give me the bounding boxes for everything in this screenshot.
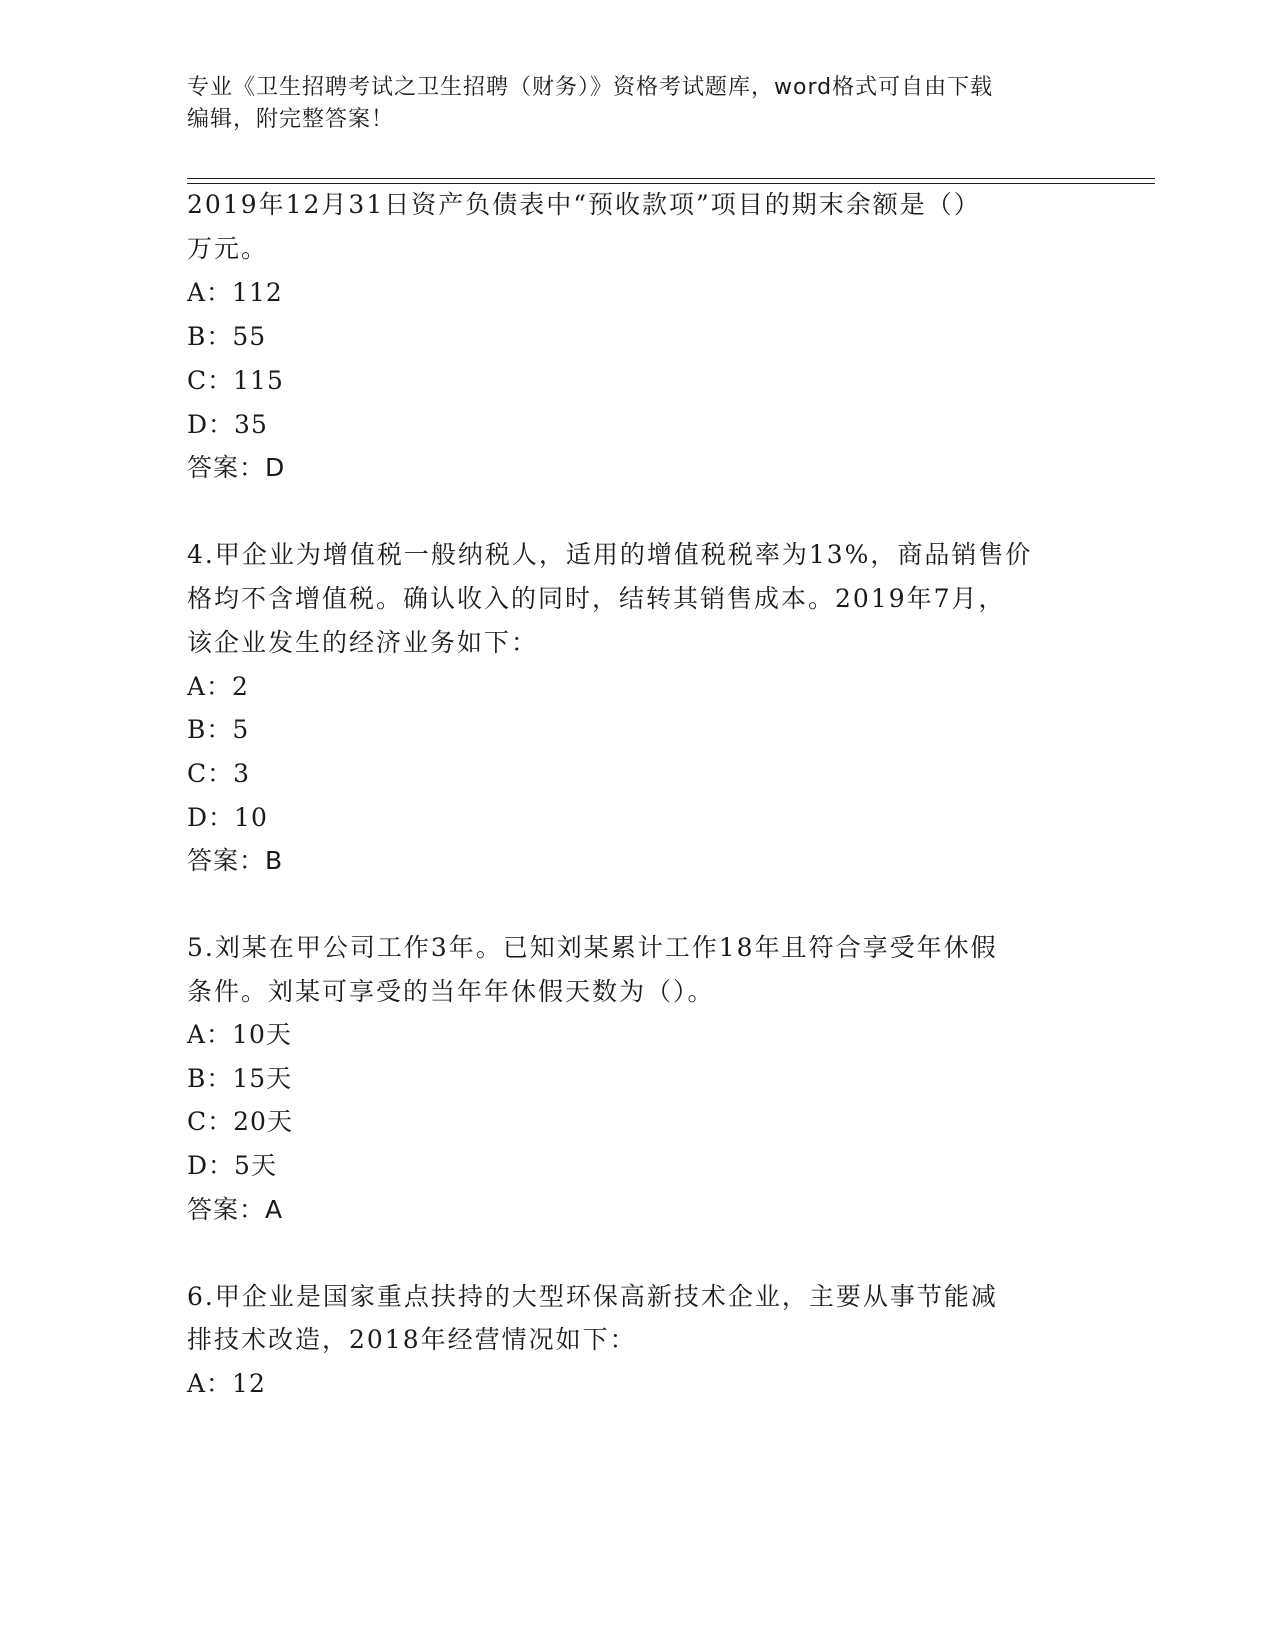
question-6-text-line-1: 6.甲企业是国家重点扶持的大型环保高新技术企业，主要从事节能减 bbox=[187, 1282, 998, 1311]
document-header bbox=[187, 72, 1067, 136]
question-5-option-c: C：20天 bbox=[187, 1107, 293, 1136]
header-divider-bottom bbox=[187, 183, 1155, 184]
question-5-text-line-2: 条件。刘某可享受的当年年休假天数为（）。 bbox=[187, 977, 715, 1006]
question-4-option-a: A：2 bbox=[187, 672, 249, 701]
question-4-text-line-3: 该企业发生的经济业务如下： bbox=[187, 628, 539, 657]
question-4-option-c: C：3 bbox=[187, 759, 251, 788]
question-4-option-d: D：10 bbox=[187, 803, 268, 832]
question-5-option-a: A：10天 bbox=[187, 1020, 292, 1049]
question-3-option-d: D：35 bbox=[187, 410, 268, 439]
question-3-answer: 答案：D bbox=[187, 453, 286, 482]
question-4-text-line-1: 4.甲企业为增值税一般纳税人，适用的增值税税率为13%，商品销售价 bbox=[187, 540, 1033, 569]
question-3-text-line-1: 2019年12月31日资产负债表中“预收款项”项目的期末余额是（） bbox=[187, 190, 981, 219]
question-5-option-d: D：5天 bbox=[187, 1151, 277, 1180]
header-line-2: 编辑，附完整答案！ bbox=[187, 107, 395, 132]
question-5-text-line-1: 5.刘某在甲公司工作3年。已知刘某累计工作18年且符合享受年休假 bbox=[187, 933, 998, 962]
question-5-answer: 答案：A bbox=[187, 1195, 284, 1224]
question-3-option-b: B：55 bbox=[187, 322, 267, 351]
header-divider-top bbox=[187, 178, 1155, 179]
question-6-text-line-2: 排技术改造，2018年经营情况如下： bbox=[187, 1325, 637, 1354]
question-3-option-a: A：112 bbox=[187, 278, 283, 307]
question-6-option-a: A：12 bbox=[187, 1369, 266, 1398]
question-5-option-b: B：15天 bbox=[187, 1064, 293, 1093]
header-line-1: 专业《卫生招聘考试之卫生招聘（财务）》资格考试题库，word格式可自由下载 bbox=[187, 75, 994, 100]
question-3-text-line-2: 万元。 bbox=[187, 234, 269, 263]
question-3-option-c: C：115 bbox=[187, 366, 284, 395]
question-4-option-b: B：5 bbox=[187, 715, 250, 744]
question-4-text-line-2: 格均不含增值税。确认收入的同时，结转其销售成本。2019年7月， bbox=[187, 584, 1006, 613]
question-4-answer: 答案：B bbox=[187, 846, 284, 875]
